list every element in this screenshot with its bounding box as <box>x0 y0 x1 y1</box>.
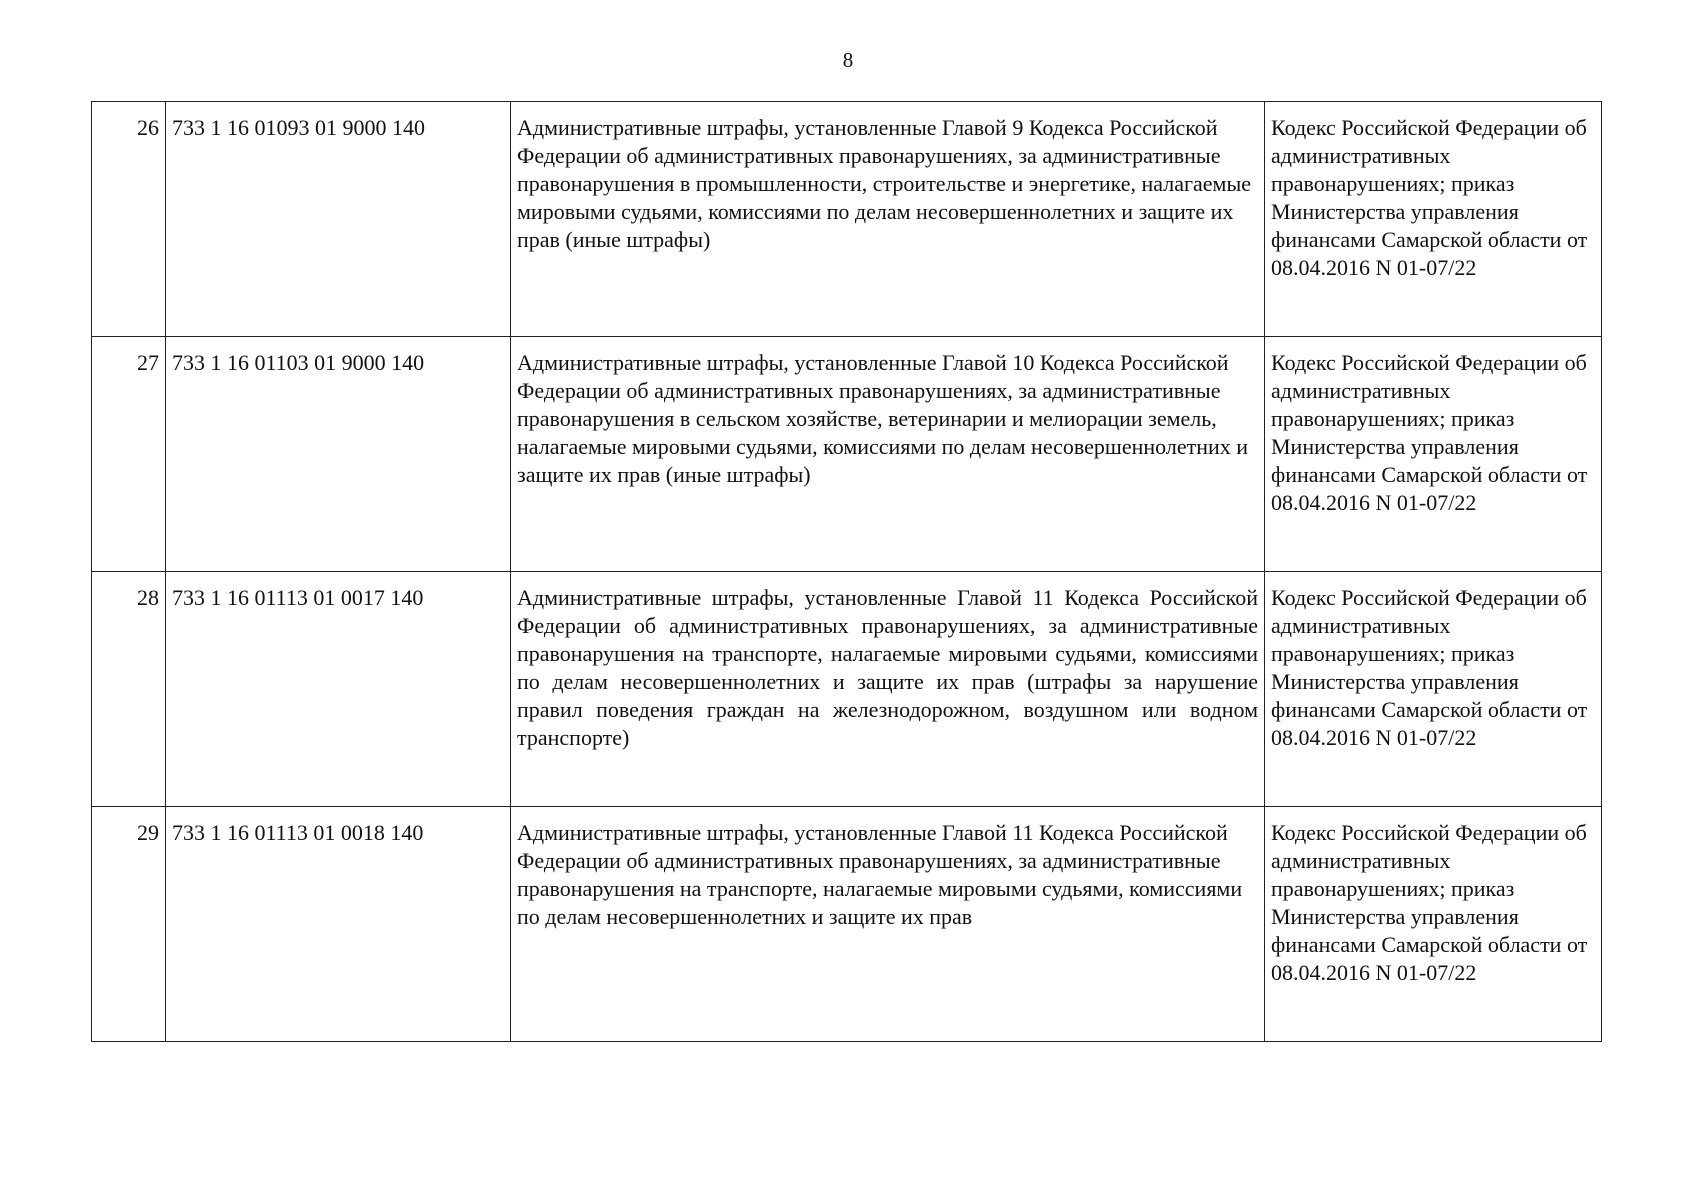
income-description: Административные штрафы, установленные Главой 9 Кодекса Российской Федерации об административных правонарушениях, за административные правонарушения в промышленности, строительстве и энергетике, налагаемые мировыми судьями, комиссиями по делам несовершеннолетних и защите их прав (иные штрафы) <box>511 102 1265 337</box>
legal-basis: Кодекс Российской Федерации об административных правонарушениях; приказ Министерства управления финансами Самарской области от 08.04.2016 N 01-07/22 <box>1265 572 1602 807</box>
income-description: Административные штрафы, установленные Главой 11 Кодекса Российской Федерации об административных правонарушениях, за административные правонарушения на транспорте, налагаемые мировыми судьями, комиссиями по делам несовершеннолетних и защите их прав (штрафы за нарушение правил поведения граждан на железнодорожном, воздушном или водном транспорте) <box>511 572 1265 807</box>
table-row <box>92 102 1602 337</box>
budget-classification-code: 733 1 16 01103 01 9000 140 <box>166 337 511 572</box>
revenue-codes-table <box>91 101 1602 1042</box>
budget-classification-code: 733 1 16 01093 01 9000 140 <box>166 102 511 337</box>
row-number: 29 <box>92 807 166 1042</box>
budget-classification-code: 733 1 16 01113 01 0017 140 <box>166 572 511 807</box>
table-row <box>92 807 1602 1042</box>
row-number: 28 <box>92 572 166 807</box>
table-row <box>92 572 1602 807</box>
legal-basis: Кодекс Российской Федерации об административных правонарушениях; приказ Министерства управления финансами Самарской области от 08.04.2016 N 01-07/22 <box>1265 102 1602 337</box>
income-description: Административные штрафы, установленные Главой 10 Кодекса Российской Федерации об административных правонарушениях, за административные правонарушения в сельском хозяйстве, ветеринарии и мелиорации земель, налагаемые мировыми судьями, комиссиями по делам несовершеннолетних и защите их прав (иные штрафы) <box>511 337 1265 572</box>
legal-basis: Кодекс Российской Федерации об административных правонарушениях; приказ Министерства управления финансами Самарской области от 08.04.2016 N 01-07/22 <box>1265 337 1602 572</box>
table-row <box>92 337 1602 572</box>
budget-classification-code: 733 1 16 01113 01 0018 140 <box>166 807 511 1042</box>
income-description: Административные штрафы, установленные Главой 11 Кодекса Российской Федерации об административных правонарушениях, за административные правонарушения на транспорте, налагаемые мировыми судьями, комиссиями по делам несовершеннолетних и защите их прав <box>511 807 1265 1042</box>
row-number: 27 <box>92 337 166 572</box>
legal-basis: Кодекс Российской Федерации об административных правонарушениях; приказ Министерства управления финансами Самарской области от 08.04.2016 N 01-07/22 <box>1265 807 1602 1042</box>
row-number: 26 <box>92 102 166 337</box>
page-number: 8 <box>842 48 854 72</box>
